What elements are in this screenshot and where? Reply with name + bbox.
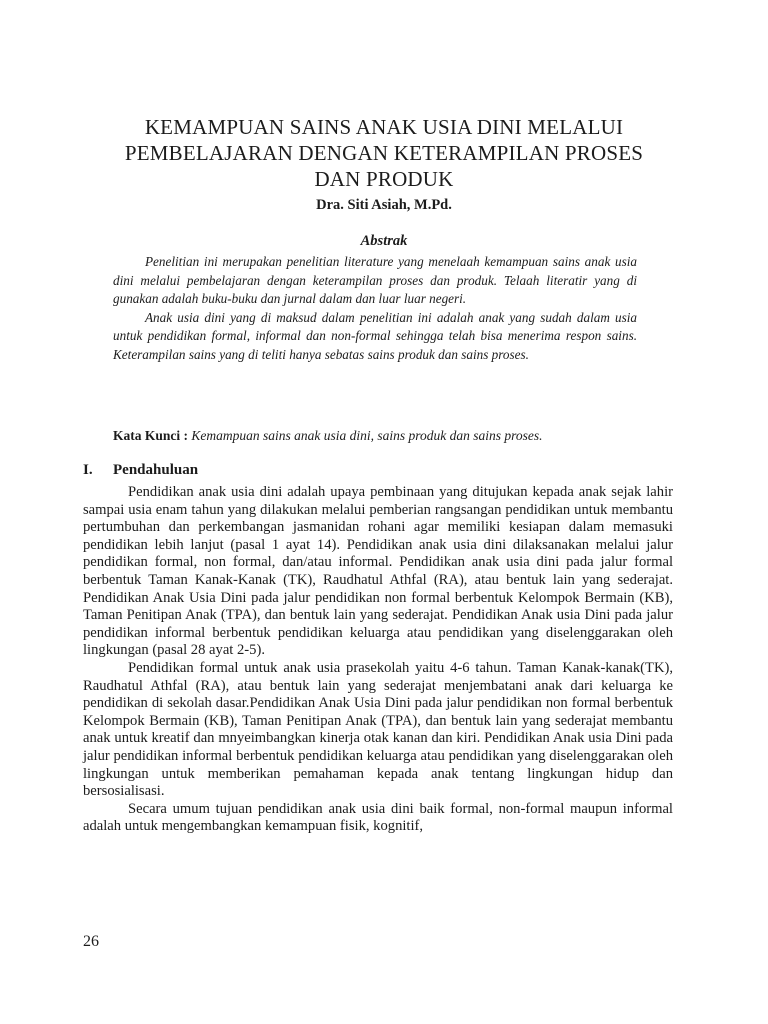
author-name: Dra. Siti Asiah, M.Pd. [316,197,452,213]
abstract-paragraph-2: Anak usia dini yang di maksud dalam penelitian ini adalah anak yang sudah dalam usia untuk pendidikan formal, informal dan non-formal sehingga telah bisa menerima respon sains. Keterampilan sains yang di teliti hanya sebatas sains produk dan sains proses. [113,309,637,362]
section-heading [83,462,198,479]
abstract-body [113,253,637,364]
section-body [83,484,673,836]
abstract-paragraph-1: Penelitian ini merupakan penelitian literature yang menelaah kemampuan sains anak usia dini melalui pembelajaran dengan keterampilan proses dan produk. Telaah literatir yang di gunakan adalah buku-buku dan jurnal dalam dan luar luar negeri. [113,254,637,306]
title-line-1: KEMAMPUAN SAINS ANAK USIA DINI MELALUI [144,115,624,140]
keywords-label: Kata Kunci : [113,428,189,443]
keywords-text: Kemampuan sains anak usia dini, sains produk dan sains proses. [191,428,543,443]
keywords [113,427,673,445]
body-paragraph-1: Pendidikan anak usia dini adalah upaya pembinaan yang ditujukan kepada anak sejak lahir sampai usia enam tahun yang dilakukan melalui pemberian rangsangan pendidikan untuk membantu pertumbuhan dan perkembangan jasmanidan rohani agar memiliki kesiapan dalam memasuki pendidikan lebih lanjut (pasal 1 ayat 14). Pendidikan anak usia dini dilaksanakan melalui jalur pendidikan formal, non formal, dan/atau informal. Pendidikan anak usia dini pada jalur formal berbentuk Taman Kanak-Kanak (TK), Raudhatul Athfal (RA), atau bentuk lain yang sederajat. Pendidikan Anak Usia Dini pada jalur pendidikan non formal berbentuk Kelompok Bermain (KB), Taman Penitipan Anak (TPA), dan bentuk lain yang sederajat. Pendidikan Anak usia Dini pada jalur pendidikan informal berbentuk pendidikan keluarga atau pendidikan yang diselenggarakan oleh lingkungan (pasal 28 ayat 2-5). [83,484,673,659]
section-title: Pendahuluan [113,462,199,478]
body-paragraph-2: Pendidikan formal untuk anak usia prasekolah yaitu 4-6 tahun. Taman Kanak-kanak(TK), Raudhatul Athfal (RA), atau bentuk lain yang sederajat menjembatani anak dari keluarga ke pendidikan di sekolah dasar.Pendidikan Anak Usia Dini pada jalur pendidikan non formal berbentuk Kelompok Bermain (KB), Taman Penitipan Anak (TPA), dan bentuk lain yang sederajat membantu anak untuk kreatif dan mnyeimbangkan kinerja otak kanan dan kiri. Pendidikan Anak usia Dini pada jalur pendidikan informal berbentuk pendidikan keluarga atau pendidikan yang diselenggarakan oleh lingkungan untuk memberikan pemahaman kepada anak tentang lingkungan hidup dan bersosialisasi. [83,659,673,800]
paper-title [60,114,708,192]
abstract-heading: Abstrak [360,233,408,249]
page-number: 26 [83,933,99,950]
section-number: I. [83,462,93,478]
title-line-2: PEMBELAJARAN DENGAN KETERAMPILAN PROSES [124,141,644,166]
body-paragraph-3: Secara umum tujuan pendidikan anak usia dini baik formal, non-formal maupun informal adalah untuk mengembangkan kemampuan fisik, kognitif, [83,800,673,835]
title-line-3: DAN PRODUK [314,167,454,192]
